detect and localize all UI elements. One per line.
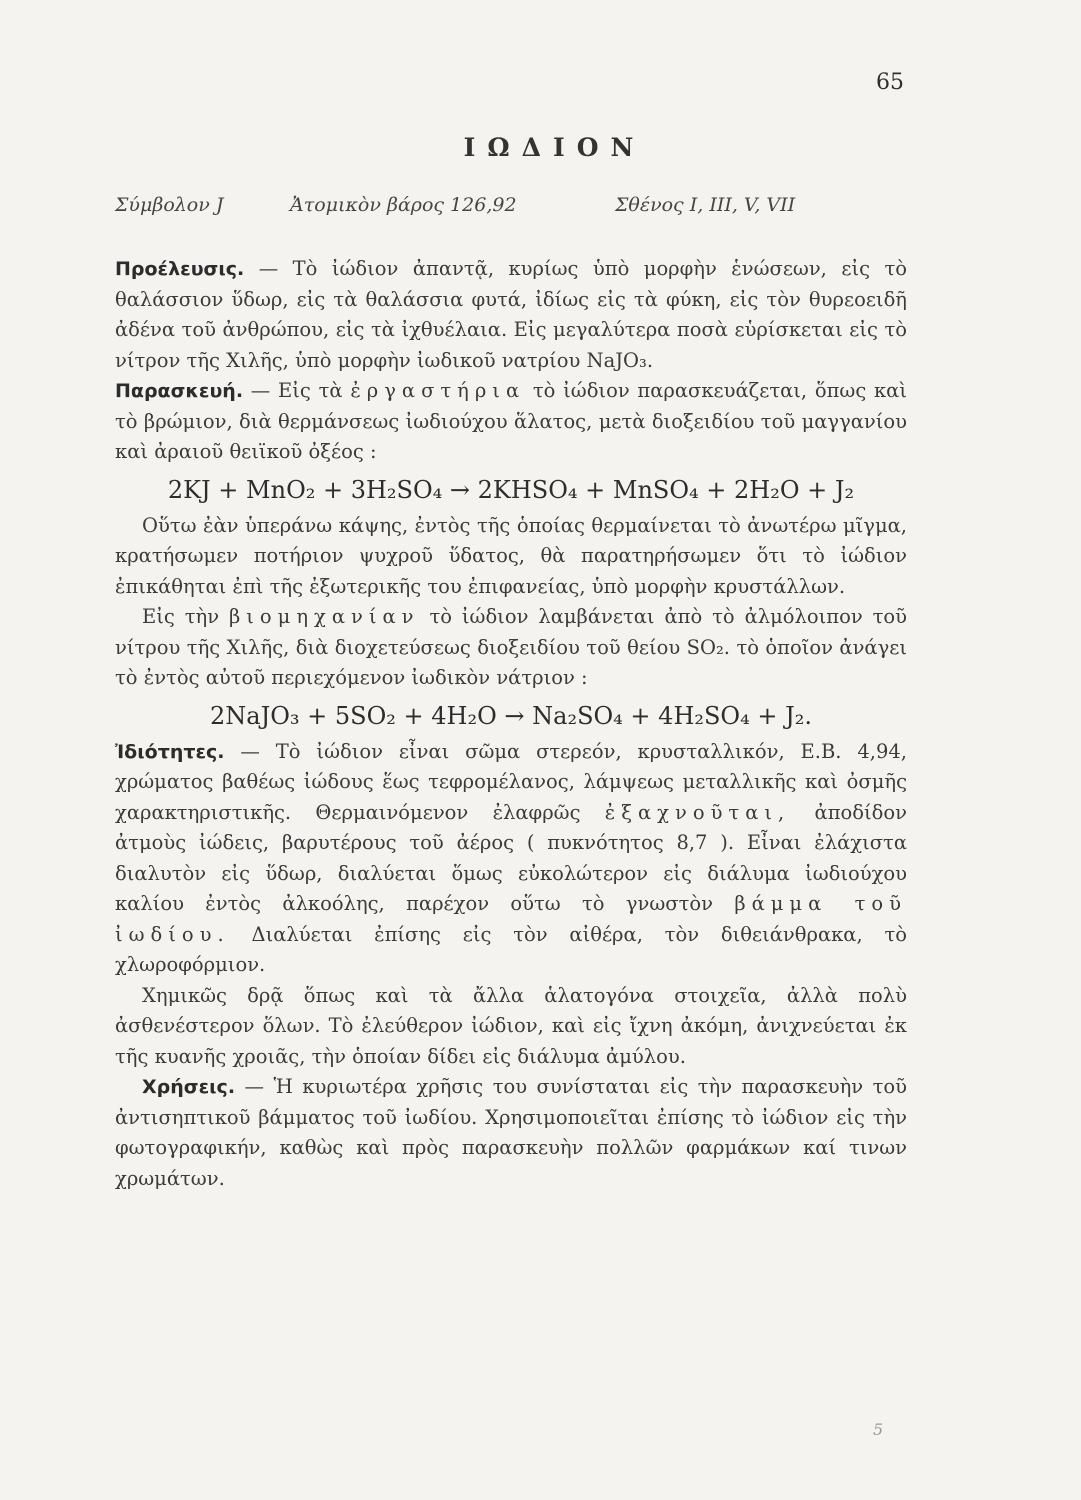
equation-2: 2NaJO₃ + 5SO₂ + 4H₂O → Na₂SO₄ + 4H₂SO₄ + J₂. (210, 701, 812, 730)
properties-text-2: ἀποδίδον ἀτμοὺς ἰώδεις, βαρυτέρους τοῦ ἀέρος ( πυκνότητος 8,7 ). Εἶναι ἐλάχιστα διαλυτὸν εἰς ὕδωρ, διαλύεται ὅμως εὐκολώτερον εἰς διάλυμα ἰωδιούχου καλίου ἐντὸς ἀλκοόλης, παρέχον οὕτω τὸ γνωστὸν (115, 800, 907, 915)
provenance-heading: Προέλευσις. (115, 258, 245, 280)
uses-heading: Χρήσεις. (142, 1076, 236, 1098)
preparation-text-1: — Εἰς τὰ (243, 379, 351, 402)
page-title: ΙΩΔΙΟΝ (463, 133, 646, 162)
properties-text-1: — Τὸ ἰώδιον εἶναι σῶμα στερεόν, κρυσταλλικόν, Ε.Β. 4,94, χρώματος βαθέως ἰώδους ἕως τεφρομέλανος, λάμψεως μεταλλικῆς καὶ ὀσμῆς χαρακτηριστικῆς. Θερμαινόμενον ἐλαφρῶς (115, 739, 907, 824)
properties-paragraph-2: Χημικῶς δρᾷ ὅπως καὶ τὰ ἄλλα ἁλατογόνα στοιχεῖα, ἀλλὰ πολὺ ἀσθενέστερον ὅλων. Τὸ ἐλεύθερον ἰώδιον, καὶ εἰς ἴχνη ἀκόμη, ἀνιχνεύεται ἐκ τῆς κυανῆς χροιᾶς, τὴν ὁποίαν δίδει εἰς διάλυμα ἀμύλου. (115, 983, 907, 1068)
properties-text-3: Διαλύεται ἐπίσης εἰς τὸν αἰθέρα, τὸν διθειάνθρακα, τὸ χλωροφόρμιον. (115, 922, 907, 976)
equation-1: 2KJ + MnO₂ + 3H₂SO₄ → 2KHSO₄ + MnSO₄ + 2H₂O + J₂ (167, 475, 855, 504)
symbol-text: Σύμβολον J (115, 194, 224, 216)
preparation-paragraph-3 (115, 602, 907, 694)
body-text (115, 254, 907, 1194)
preparation-paragraph-2: Οὕτω ἐὰν ὑπεράνω κάψης, ἐντὸς τῆς ὁποίας θερμαίνεται τὸ ἀνωτέρω μῖγμα, κρατήσωμεν ποτήριον ψυχροῦ ὕδατος, θὰ παρατηρήσωμεν ὅτι τὸ ἰώδιον ἐπικάθηται ἐπὶ τῆς ἐξωτερικῆς του ἐπιφανείας, ὑπὸ μορφὴν κρυστάλλων. (115, 513, 907, 598)
preparation-paragraph (115, 376, 907, 468)
uses-text: — Ἡ κυριωτέρα χρῆσις του συνίσταται εἰς τὴν παρασκευὴν τοῦ ἀντισηπτικοῦ βάμματος τοῦ ἰωδίου. Χρησιμοποιεῖται ἐπίσης τὸ ἰώδιον εἰς τὴν φωτογραφικήν, καθὼς καὶ πρὸς παρασκευὴν πολλῶν φαρμάκων καί τινων χρωμάτων. (115, 1075, 907, 1190)
properties-heading: Ἰδιότητες. (115, 740, 225, 763)
properties-spaced-word-2: βάμμα τοῦ ἰωδίου. (115, 892, 907, 946)
preparation-spaced-word: ἐργαστήρια (350, 379, 526, 402)
para3-text-b: τὸ ἰώδιον λαμβάνεται ἀπὸ τὸ ἀλμόλοιπον τοῦ νίτρου τῆς Χιλῆς, διὰ διοχετεύσεως διοξειδίου τοῦ θείου SO₂. τὸ ὁποῖον ἀνάγει τὸ ἐντὸς αὐτοῦ περιεχόμενον ἰωδικὸν νάτριον : (115, 605, 907, 689)
valence-text: Σθένος I, III, V, VII (615, 194, 796, 216)
signature-mark: 5 (873, 1420, 884, 1439)
preparation-heading: Παρασκευή. (115, 380, 244, 402)
provenance-text: — Τὸ ἰώδιον ἀπαντᾷ, κυρίως ὑπὸ μορφὴν ἑνώσεων, εἰς τὸ θαλάσσιον ὕδωρ, εἰς τὰ θαλάσσια φυτά, ἰδίως εἰς τὰ φύκη, εἰς τὸν θυρεοειδῆ ἀδένα τοῦ ἀνθρώπου, εἰς τὰ ἰχθυέλαια. Εἰς μεγαλύτερα ποσὰ εὑρίσκεται εἰς τὸ νίτρον τῆς Χιλῆς, ὑπὸ μορφὴν ἰωδικοῦ νατρίου NaJO₃. (115, 257, 907, 372)
properties-spaced-word-1: ἐξαχνοῦται, (604, 800, 791, 824)
para3-spaced-word: βιομηχανίαν (228, 605, 420, 628)
provenance-paragraph (115, 254, 907, 376)
properties-paragraph (115, 737, 907, 981)
atomic-weight-text: Ἀτομικὸν βάρος 126,92 (290, 194, 517, 216)
para3-text-a: Εἰς τὴν (142, 605, 229, 628)
uses-paragraph (115, 1072, 907, 1194)
preparation-text-2: τὸ ἰώδιον παρασκευάζεται, ὅπως καὶ τὸ βρώμιον, διὰ θερμάνσεως ἰωδιούχου ἅλατος, μετὰ διοξειδίου τοῦ μαγγανίου καὶ ἀραιοῦ θειϊκοῦ ὀξέος : (115, 379, 907, 463)
page-number: 65 (876, 70, 904, 95)
